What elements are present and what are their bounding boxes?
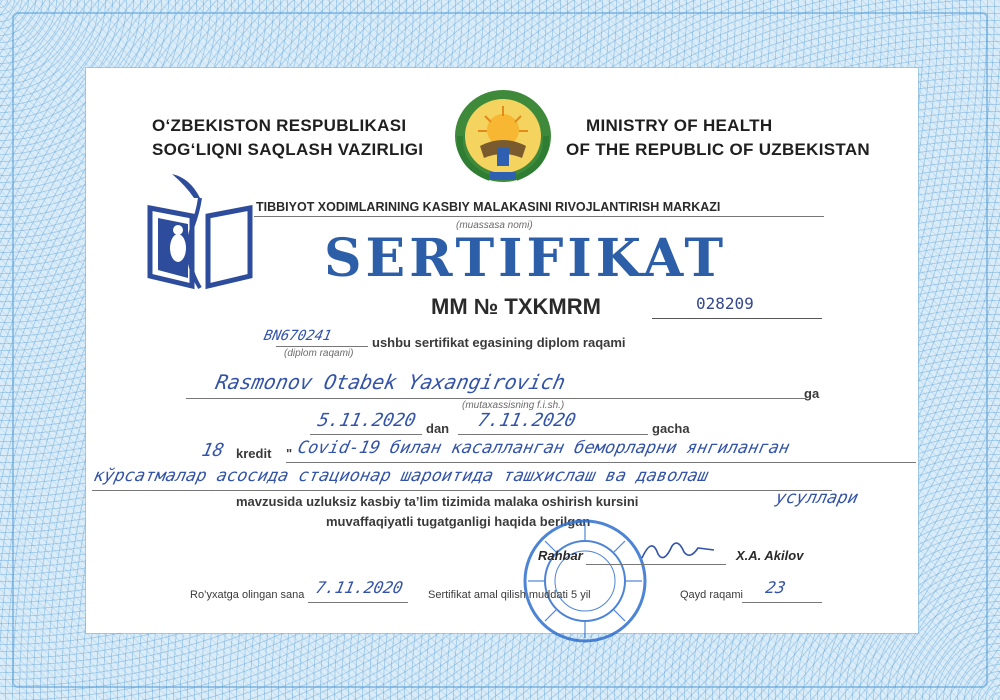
period-to: 7.11.2020 (475, 410, 578, 431)
signature-underline (586, 564, 726, 565)
diploma-text: ushbu sertifikat egasining diplom raqami (372, 335, 626, 350)
holder-name: Rasmonov Otabek Yaxangirovich (213, 370, 568, 394)
qayd-value: 23 (763, 578, 788, 597)
state-emblem-icon (450, 86, 556, 186)
validity-text: Sertifikat amal qilish muddati 5 yil (428, 589, 591, 601)
institution-name: TIBBIYOT XODIMLARINING KASBIY MALAKASINI RIVOJLANTIRISH MARKAZI (256, 200, 721, 214)
number-underline (652, 318, 822, 319)
course-topic-line2: кўрсатмалар асосида стационар шароитида ташхислаш ва даволаш (91, 466, 711, 486)
institution-caption: (muassasa nomi) (456, 220, 533, 231)
certificate-title: SERTIFIKAT (324, 228, 728, 289)
period-dan: dan (426, 421, 450, 436)
reg-date-underline (308, 602, 408, 603)
certificate-paper (86, 68, 918, 633)
header-left-line2: SOG‘LIQNI SAQLASH VAZIRLIGI (152, 140, 424, 159)
to-underline (458, 434, 648, 435)
qayd-label: Qayd raqami (680, 589, 743, 601)
qayd-underline (742, 602, 822, 603)
header-left-line1: O‘ZBEKISTON RESPUBLIKASI (152, 116, 407, 135)
topic-underline-1 (286, 462, 916, 463)
signature-role: Rahbar (538, 548, 583, 563)
course-open-quote: " (286, 446, 293, 461)
header-right-line1: MINISTRY OF HEALTH (586, 116, 773, 135)
holder-caption: (mutaxassisning f.i.sh.) (462, 400, 565, 411)
registration-date: 7.11.2020 (313, 578, 405, 597)
holder-underline (186, 398, 806, 399)
period-gacha: gacha (652, 421, 690, 436)
certificate-number-value: 028209 (696, 294, 754, 313)
signature-name: X.A. Akilov (736, 548, 804, 563)
kredit-label: kredit (236, 446, 272, 461)
course-line3-hand: усуллари (773, 488, 861, 508)
course-credits: 18 (199, 440, 226, 461)
course-line4-text: muvaffaqiyatli tugatganligi haqida berilgan (326, 514, 591, 529)
certificate-number-prefix: MM № TXKMRM (431, 294, 601, 319)
header-right-line2: OF THE REPUBLIC OF UZBEKISTAN (566, 140, 870, 159)
diploma-underline (276, 346, 368, 347)
diploma-caption: (diplom raqami) (284, 348, 354, 359)
course-line3-text: mavzusida uzluksiz kasbiy ta’lim tizimida malaka oshirish kursini (236, 494, 639, 509)
diploma-number: BN670241 (262, 328, 334, 344)
topic-underline-2 (92, 490, 832, 491)
period-from: 5.11.2020 (315, 410, 418, 431)
institution-underline (254, 216, 824, 217)
official-stamp-icon (520, 516, 650, 646)
from-underline (310, 434, 422, 435)
registration-label: Ro’yxatga olingan sana (190, 589, 305, 601)
course-topic-line1: Covid-19 билан касалланган беморларни янгиланган (295, 438, 792, 458)
signature-scribble-icon (638, 534, 718, 564)
holder-suffix: ga (804, 386, 820, 401)
book-pen-logo-icon (142, 168, 260, 298)
